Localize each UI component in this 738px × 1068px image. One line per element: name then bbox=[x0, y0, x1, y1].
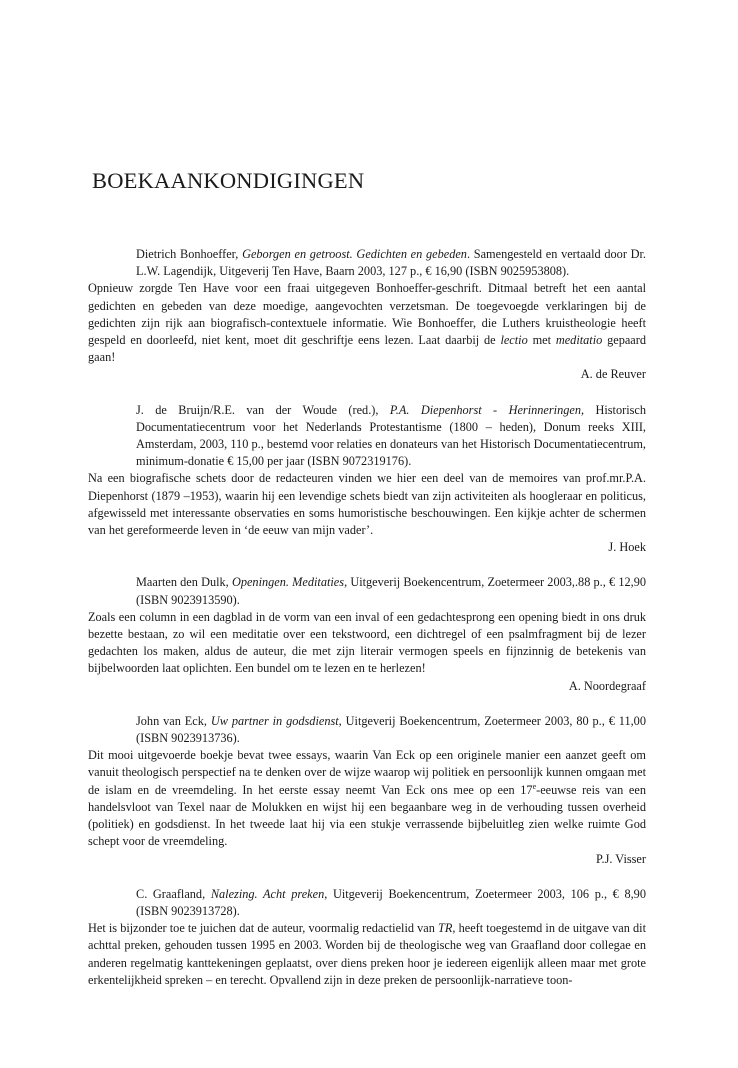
review-italic: lectio bbox=[500, 333, 528, 348]
ref-details: Historisch Documentatiecentrum voor het Nederlands Protestantisme (1800 – heden), Donum reeks XIII, Amsterdam, 2003, 110 p., bestemd voor relaties en donateurs van het Historisch Documentatiecentrum, minimum-donatie € 15,00 per jaar (ISBN 9072319176). bbox=[136, 402, 647, 469]
review-part: Opnieuw zorgde Ten Have voor een fraai uitgegeven Bonhoeffer-geschrift. Ditmaal betreft het een aantal gedichten en gebeden van deze moedige, aangevochten verzetsman. De toegevoegde verklaringen bij de gedichten zijn rijk aan biografisch-contextuele informatie. Wie Bonhoeffer, die Luthers kruistheologie heeft gespeld en doorleefd, niet kent, moet dit geschriftje eens lezen. Laat daarbij de bbox=[88, 281, 646, 348]
ref-details: Uitgeverij Boekencentrum, Zoetermeer 2003, 80 p., € 11,00 (ISBN 9023913736). bbox=[136, 713, 646, 746]
review-italic: TR bbox=[438, 921, 453, 936]
ref-title: Uw partner in godsdienst, bbox=[210, 713, 342, 728]
ref-title: Geborgen en getroost. Gedichten en gebeden bbox=[242, 247, 467, 261]
ref-author: John van Eck, bbox=[136, 713, 211, 728]
review-part: met bbox=[527, 333, 556, 348]
reviewer-signature: P.J. Visser bbox=[596, 851, 646, 866]
review-part: , heeft toegestemd in de uitgave van dit achttal preken, gehouden tussen 1995 en 2003. Worden bij de theologische weg van Graafland door collegae en anderen regelmatig kanttekeningen geplaatst, over diens preken hoor je iedereen eigenlijk alleen maar met grote erkentelijkheid spreken – en terecht. Opvallend zijn in deze preken de persoonlijk-narratieve toon- bbox=[88, 921, 646, 987]
review-part: Het is bijzonder toe te juichen dat de auteur, voormalig redactielid van bbox=[88, 921, 439, 936]
ref-details: , Uitgeverij Boekencentrum, Zoetermeer 2003, 106 p., € 8,90 (ISBN 9023913728). bbox=[136, 886, 646, 918]
review-italic: meditatio bbox=[555, 333, 603, 348]
ref-author: C. Graafland, bbox=[136, 886, 211, 901]
book-announcement-5 bbox=[88, 886, 646, 989]
reviewer-signature: A. de Reuver bbox=[580, 367, 646, 382]
ref-author: J. de Bruijn/R.E. van der Woude (red.), bbox=[136, 402, 390, 417]
book-reference bbox=[136, 402, 646, 471]
superscript: e bbox=[532, 781, 537, 791]
review-text: Na een biografische schets door de redacteuren vinden we hier een deel van de memoires van prof.mr.P.A. Diepenhorst (1879 –1953), waarin hij een levendige schets biedt van zijn activiteiten als hoogleraar en politicus, afgewisseld met interessante observaties en soms humoristische beschouwingen. Een kijkje achter de schermen van het gereformeerde leven in ‘de eeuw van mijn vader’. bbox=[88, 471, 646, 538]
ref-author: Maarten den Dulk, bbox=[136, 575, 232, 590]
book-reference bbox=[136, 713, 646, 747]
reviewer-signature: J. Hoek bbox=[608, 540, 646, 555]
book-reference bbox=[136, 574, 646, 608]
ref-title: Nalezing. Acht preken bbox=[210, 886, 325, 901]
review-text bbox=[88, 747, 646, 850]
book-announcement-3 bbox=[88, 574, 646, 694]
book-reference bbox=[136, 246, 646, 280]
ref-details: , Uitgeverij Boekencentrum, Zoetermeer 2003,.88 p., € 12,90 (ISBN 9023913590). bbox=[136, 575, 646, 607]
book-announcement-2 bbox=[88, 402, 646, 557]
page-title: BOEKAANKONDIGINGEN bbox=[92, 168, 365, 193]
review-text: Zoals een column in een dagblad in de vorm van een inval of een gedachtesprong een opening biedt in ons druk bezette bestaan, zo wil een meditatie over een tekstwoord, een dichtregel of een psalmfragment bij de lezer gedachten los maken, aldus de auteur, die met zijn literair vermogen speels en fijnzinnig de betekenis van bijbelwoorden laat oplichten. Een bundel om te lezen en te herlezen! bbox=[88, 609, 646, 676]
ref-title: P.A. Diepenhorst - Herinneringen, bbox=[389, 402, 585, 417]
review-text bbox=[88, 280, 646, 366]
review-part: -eeuwse reis van een handelsvloot van Texel naar de Molukken en wijst hij een begaanbare weg in de verhouding tussen overheid (politiek) en godsdienst. In het tweede laat hij via een stukje verrassende bijbeluitleg zien welke ruimte God schept voor de vreemdeling. bbox=[88, 782, 646, 849]
review-text bbox=[88, 920, 646, 989]
book-announcement-1 bbox=[88, 246, 646, 384]
ref-author: Dietrich Bonhoeffer, bbox=[136, 247, 243, 261]
book-announcement-4 bbox=[88, 713, 646, 868]
review-part: Dit mooi uitgevoerde boekje bevat twee essays, waarin Van Eck op een originele manier een aanzet geeft om vanuit theologisch perspectief na te denken over de wijze waarop wij politiek en persoonlijk kunnen omgaan met de islam en de vreemdeling. In het eerste essay neemt Van Eck ons mee op een 17 bbox=[88, 748, 646, 797]
book-reference bbox=[136, 886, 646, 920]
reviewer-signature: A. Noordegraaf bbox=[568, 678, 646, 693]
ref-title: Openingen. Meditaties bbox=[231, 575, 345, 590]
ref-details: . Samengesteld en vertaald door Dr. L.W. Lagendijk, Uitgeverij Ten Have, Baarn 2003, 127 p., € 16,90 (ISBN 9025953808). bbox=[136, 247, 646, 279]
review-part: gepaard gaan! bbox=[88, 333, 647, 365]
page-body bbox=[88, 168, 646, 1007]
